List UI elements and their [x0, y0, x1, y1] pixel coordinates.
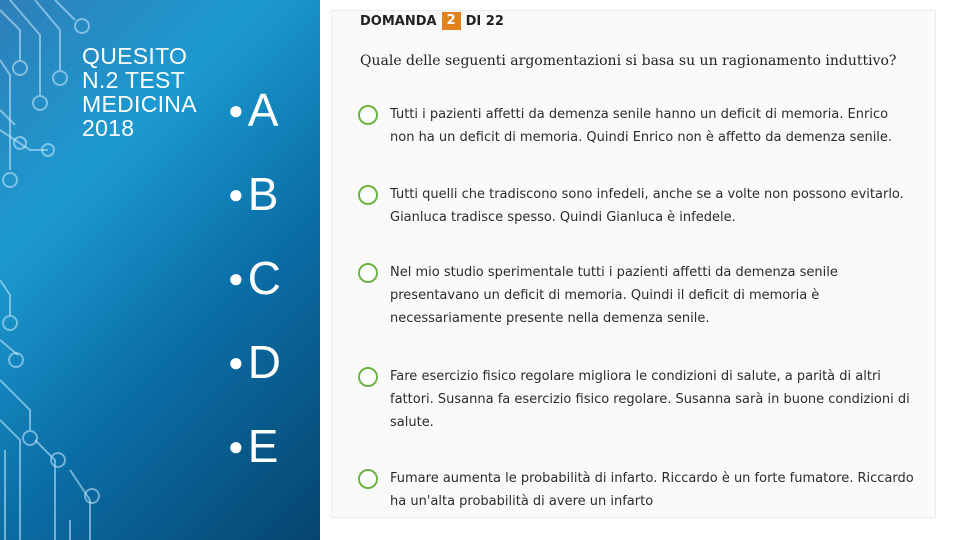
bullet-label: C	[247, 252, 281, 304]
radio-button[interactable]	[358, 105, 378, 125]
bullet-d	[228, 336, 320, 420]
radio-button[interactable]	[358, 185, 378, 205]
bullet-e	[228, 420, 320, 504]
question-text: Quale delle seguenti argomentazioni si basa su un ragionamento induttivo?	[360, 53, 897, 69]
radio-button[interactable]	[358, 263, 378, 283]
bullet-dot-icon: ●	[228, 431, 244, 461]
answer-option-b[interactable]	[358, 183, 918, 229]
bullet-dot-icon: ●	[228, 263, 244, 293]
bullet-a	[228, 84, 320, 168]
answer-text: Nel mio studio sperimentale tutti i pazienti affetti da demenza senile presentavano un deficit di memoria. Quindi il deficit di memoria è necessariamente presente nella demenza senile.	[390, 265, 838, 326]
bullet-label: A	[247, 84, 279, 136]
bullet-c	[228, 252, 320, 336]
answer-option-c[interactable]	[358, 261, 918, 330]
counter-suffix: DI 22	[465, 13, 504, 29]
answer-text: Tutti quelli che tradiscono sono infedeli, anche se a volte non possono evitarlo. Gianluca tradisce spesso. Quindi Gianluca è infedele.	[390, 187, 904, 225]
bullet-dot-icon: ●	[228, 347, 244, 377]
quiz-screenshot	[331, 10, 936, 518]
bullet-label: E	[247, 420, 279, 472]
answer-text: Fare esercizio fisico regolare migliora le condizioni di salute, a parità di altri fattori. Susanna fa esercizio fisico regolare. Susanna sarà in buone condizioni di salute.	[390, 369, 910, 430]
answer-text: Fumare aumenta le probabilità di infarto. Riccardo è un forte fumatore. Riccardo ha un'alta probabilità di avere un infarto	[390, 471, 914, 509]
bullet-dot-icon: ●	[228, 95, 244, 125]
slide-left-panel	[0, 0, 320, 540]
radio-button[interactable]	[358, 469, 378, 489]
question-counter	[360, 11, 504, 31]
bullet-label: D	[247, 336, 281, 388]
slide-title: QUESITO N.2 TEST MEDICINA 2018	[82, 43, 197, 141]
question-number-badge: 2	[442, 12, 461, 30]
answer-text: Tutti i pazienti affetti da demenza senile hanno un deficit di memoria. Enrico non ha un deficit di memoria. Quindi Enrico non è affetto da demenza senile.	[390, 107, 893, 145]
radio-button[interactable]	[358, 367, 378, 387]
answer-option-e[interactable]	[358, 467, 918, 513]
answer-bullet-list	[228, 84, 320, 504]
answer-option-a[interactable]	[358, 103, 918, 149]
counter-prefix: DOMANDA	[360, 13, 437, 29]
bullet-label: B	[247, 168, 279, 220]
answer-option-d[interactable]	[358, 365, 918, 434]
bullet-dot-icon: ●	[228, 179, 244, 209]
bullet-b	[228, 168, 320, 252]
